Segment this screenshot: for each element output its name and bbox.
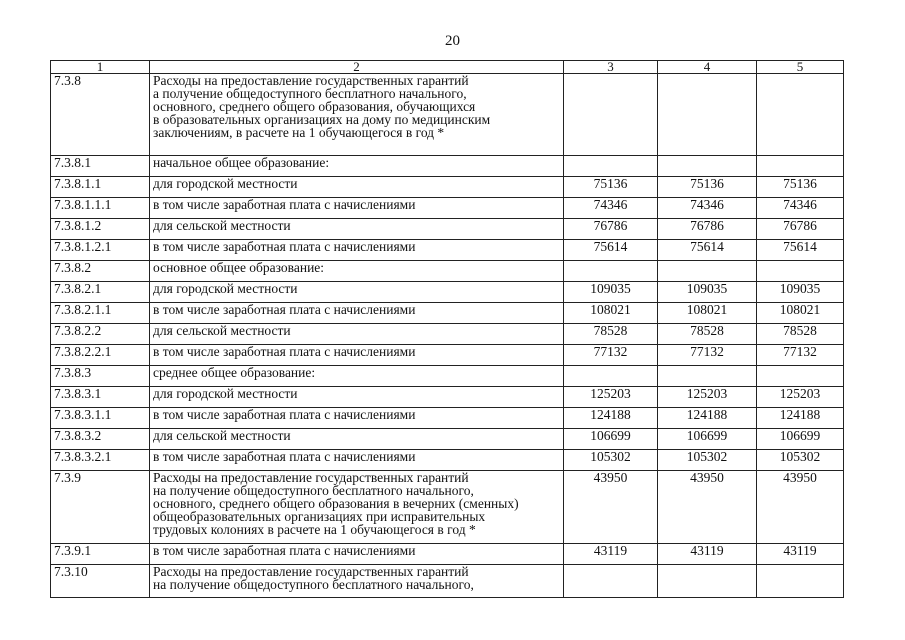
table-row [51, 471, 844, 544]
row-value-col4: 109035 [658, 282, 757, 303]
row-value-col5: 105302 [757, 450, 844, 471]
row-description: в том числе заработная плата с начислениями [150, 240, 564, 261]
table-row [51, 282, 844, 303]
row-code: 7.3.9.1 [51, 544, 150, 565]
row-value-col3: 109035 [564, 282, 658, 303]
table-header-row [51, 61, 844, 74]
table-row [51, 240, 844, 261]
row-code: 7.3.8.2 [51, 261, 150, 282]
row-value-col4: 74346 [658, 198, 757, 219]
table-row [51, 177, 844, 198]
row-value-col4: 77132 [658, 345, 757, 366]
row-description: в том числе заработная плата с начислениями [150, 544, 564, 565]
row-description: в том числе заработная плата с начислениями [150, 450, 564, 471]
row-code: 7.3.8.2.1 [51, 282, 150, 303]
row-code: 7.3.8.3.2.1 [51, 450, 150, 471]
row-code: 7.3.9 [51, 471, 150, 544]
row-value-col4: 78528 [658, 324, 757, 345]
table-row [51, 261, 844, 282]
row-value-col3: 74346 [564, 198, 658, 219]
row-value-col5: 78528 [757, 324, 844, 345]
row-value-col3: 108021 [564, 303, 658, 324]
column-header-5: 5 [757, 61, 844, 74]
row-description: в том числе заработная плата с начислениями [150, 303, 564, 324]
row-description: в том числе заработная плата с начислениями [150, 198, 564, 219]
row-code: 7.3.8.1.2 [51, 219, 150, 240]
row-value-col5: 108021 [757, 303, 844, 324]
row-value-col3: 77132 [564, 345, 658, 366]
table-row [51, 565, 844, 598]
row-value-col3 [564, 366, 658, 387]
row-code: 7.3.8.1.2.1 [51, 240, 150, 261]
row-value-col5 [757, 261, 844, 282]
row-value-col5: 74346 [757, 198, 844, 219]
row-value-col4: 125203 [658, 387, 757, 408]
table-row [51, 366, 844, 387]
row-value-col4 [658, 261, 757, 282]
row-description: для сельской местности [150, 429, 564, 450]
table-row [51, 387, 844, 408]
row-code: 7.3.8.2.1.1 [51, 303, 150, 324]
row-value-col3: 43950 [564, 471, 658, 544]
row-description: в том числе заработная плата с начислениями [150, 408, 564, 429]
row-value-col5: 43119 [757, 544, 844, 565]
table-row [51, 303, 844, 324]
row-description: для городской местности [150, 282, 564, 303]
row-value-col4 [658, 366, 757, 387]
row-value-col5: 43950 [757, 471, 844, 544]
table-body [51, 74, 844, 598]
row-value-col4 [658, 156, 757, 177]
row-value-col3 [564, 565, 658, 598]
row-value-col5: 75614 [757, 240, 844, 261]
row-value-col4: 105302 [658, 450, 757, 471]
expense-norms-table [50, 60, 844, 598]
table-row [51, 74, 844, 156]
row-value-col5: 124188 [757, 408, 844, 429]
row-code: 7.3.8.2.2 [51, 324, 150, 345]
column-header-3: 3 [564, 61, 658, 74]
table-row [51, 345, 844, 366]
row-description: среднее общее образование: [150, 366, 564, 387]
row-value-col3: 124188 [564, 408, 658, 429]
row-value-col3: 75614 [564, 240, 658, 261]
row-value-col4: 43119 [658, 544, 757, 565]
row-value-col4: 43950 [658, 471, 757, 544]
row-value-col4: 76786 [658, 219, 757, 240]
table-row [51, 156, 844, 177]
row-value-col3: 106699 [564, 429, 658, 450]
row-code: 7.3.8.3.1 [51, 387, 150, 408]
row-value-col5 [757, 366, 844, 387]
column-header-1: 1 [51, 61, 150, 74]
row-description: для городской местности [150, 387, 564, 408]
row-value-col4: 75614 [658, 240, 757, 261]
column-header-2: 2 [150, 61, 564, 74]
row-value-col5 [757, 565, 844, 598]
row-description: для сельской местности [150, 219, 564, 240]
row-code: 7.3.8.1.1.1 [51, 198, 150, 219]
row-value-col5: 106699 [757, 429, 844, 450]
row-value-col4: 75136 [658, 177, 757, 198]
row-value-col3: 125203 [564, 387, 658, 408]
row-value-col5: 77132 [757, 345, 844, 366]
row-code: 7.3.8.1 [51, 156, 150, 177]
column-header-4: 4 [658, 61, 757, 74]
row-value-col4: 106699 [658, 429, 757, 450]
row-description: основное общее образование: [150, 261, 564, 282]
row-code: 7.3.8.3.1.1 [51, 408, 150, 429]
row-value-col3 [564, 74, 658, 156]
table-row [51, 450, 844, 471]
table-row [51, 219, 844, 240]
page-number: 20 [445, 33, 460, 49]
row-value-col5: 75136 [757, 177, 844, 198]
row-value-col5 [757, 156, 844, 177]
row-code: 7.3.8.2.2.1 [51, 345, 150, 366]
row-value-col5: 125203 [757, 387, 844, 408]
table-row [51, 544, 844, 565]
row-value-col4: 108021 [658, 303, 757, 324]
table-row [51, 429, 844, 450]
row-value-col3: 78528 [564, 324, 658, 345]
row-code: 7.3.8.3.2 [51, 429, 150, 450]
row-value-col4 [658, 565, 757, 598]
row-description: в том числе заработная плата с начислениями [150, 345, 564, 366]
row-description: для сельской местности [150, 324, 564, 345]
row-description: для городской местности [150, 177, 564, 198]
row-value-col3 [564, 261, 658, 282]
row-value-col3: 75136 [564, 177, 658, 198]
row-value-col3 [564, 156, 658, 177]
table-row [51, 408, 844, 429]
row-value-col4 [658, 74, 757, 156]
row-value-col3: 105302 [564, 450, 658, 471]
row-value-col4: 124188 [658, 408, 757, 429]
row-value-col3: 43119 [564, 544, 658, 565]
row-description: Расходы на предоставление государственных гарантий на получение общедоступного бесплатного начального, основного, среднего общего образования в вечерних (сменных) общеобразовательных организациях при исправительных трудовых колониях в расчете на 1 обучающегося в год * [150, 471, 564, 544]
row-code: 7.3.8.1.1 [51, 177, 150, 198]
row-value-col5 [757, 74, 844, 156]
row-description: начальное общее образование: [150, 156, 564, 177]
row-code: 7.3.10 [51, 565, 150, 598]
row-value-col5: 109035 [757, 282, 844, 303]
row-code: 7.3.8.3 [51, 366, 150, 387]
row-value-col3: 76786 [564, 219, 658, 240]
row-description: Расходы на предоставление государственных гарантий на получение общедоступного бесплатного начального, [150, 565, 564, 598]
row-value-col5: 76786 [757, 219, 844, 240]
row-code: 7.3.8 [51, 74, 150, 156]
table-row [51, 324, 844, 345]
table-row [51, 198, 844, 219]
row-description: Расходы на предоставление государственных гарантий а получение общедоступного бесплатного начального, основного, среднего общего образования, обучающихся в образовательных организациях на дому по медицинским заключениям, в расчете на 1 обучающегося в год * [150, 74, 564, 156]
